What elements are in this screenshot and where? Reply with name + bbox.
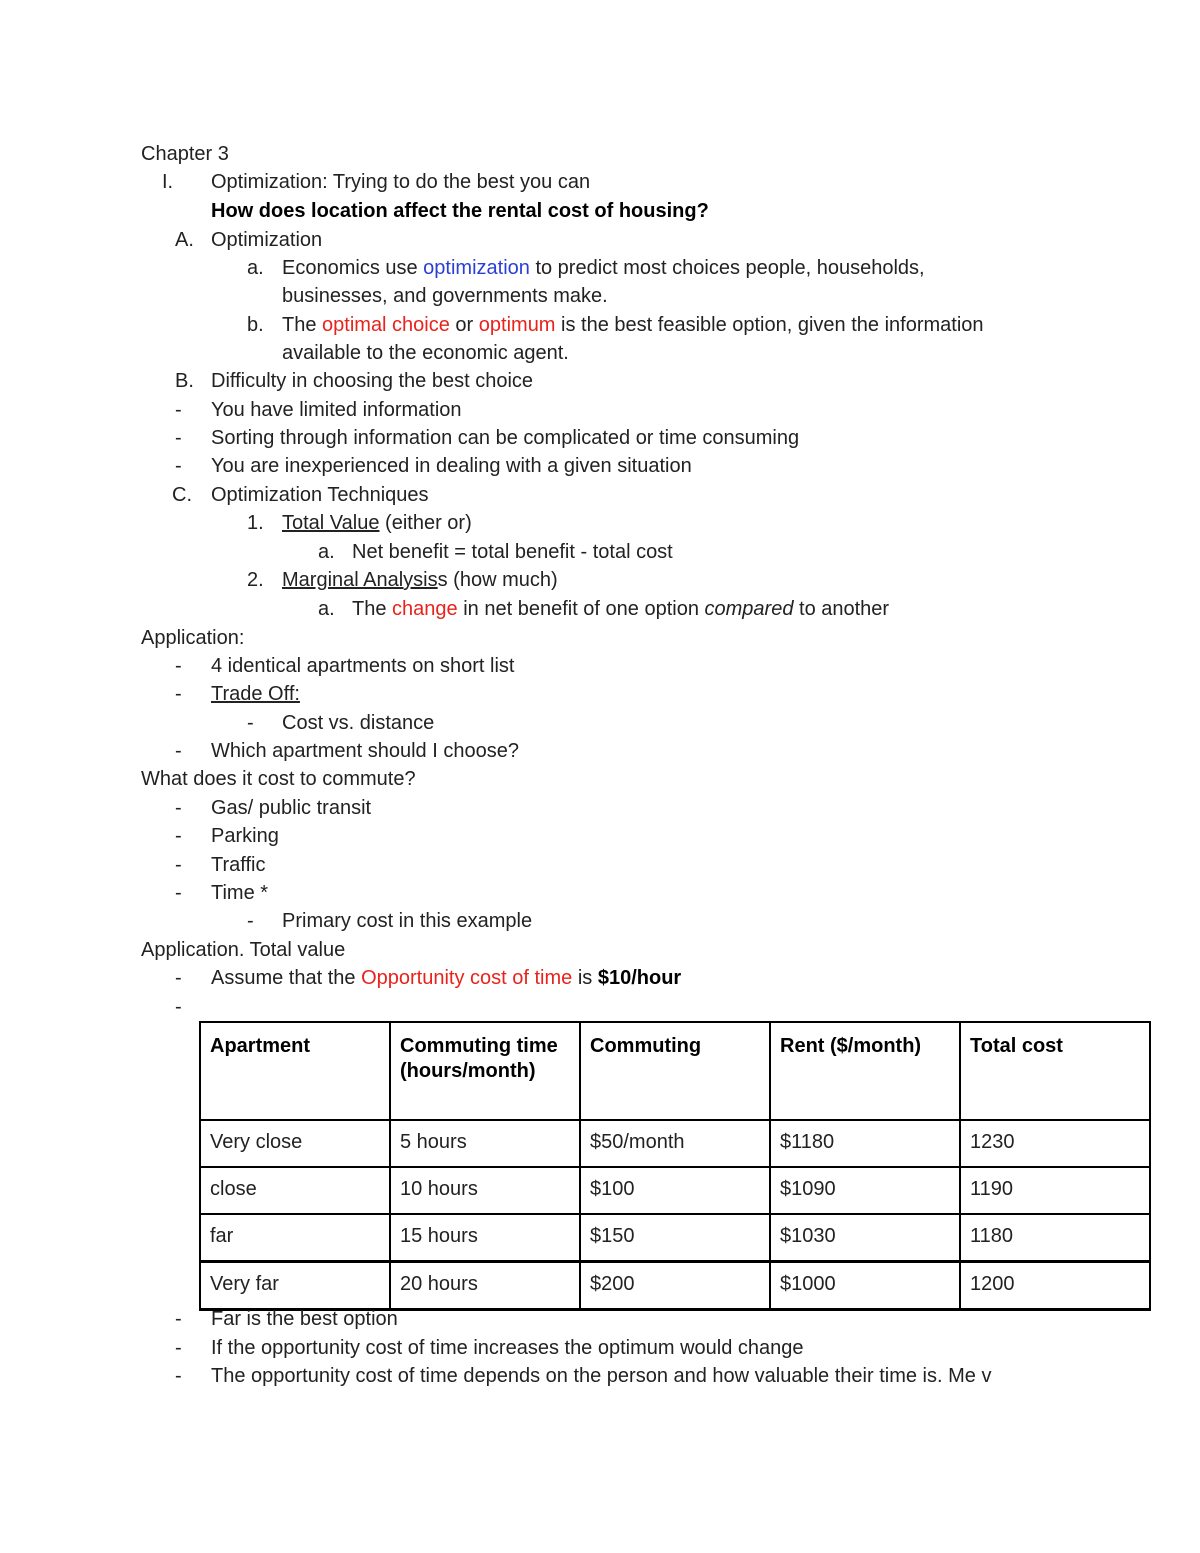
item-b-text2: or: [449, 314, 479, 336]
table-row: [200, 1214, 1150, 1262]
commute-sub: Primary cost in this example: [282, 910, 533, 932]
item-b-marker: b.: [247, 314, 264, 336]
marginal-analysis-term: Marginal Analysis: [282, 569, 438, 591]
assume-text1: Assume that the: [211, 967, 362, 989]
bullet-dash: -: [175, 1308, 182, 1330]
bullet-dash: -: [175, 1337, 182, 1359]
technique-1-marker: 1.: [247, 512, 264, 534]
table-header-cell: Commuting time (hours/month): [390, 1022, 580, 1120]
section-c-marker: C.: [172, 484, 192, 506]
item-a-line: [282, 256, 925, 280]
section-a-title: Optimization: [211, 229, 323, 251]
item-b-continuation: available to the economic agent.: [282, 342, 569, 364]
table-cell: $50/month: [580, 1120, 770, 1167]
difficulty-bullet-1: You have limited information: [211, 399, 462, 421]
conclusion-2: If the opportunity cost of time increases the optimum would change: [211, 1337, 804, 1359]
table-cell: 1230: [960, 1120, 1150, 1167]
table-cell: 15 hours: [390, 1214, 580, 1262]
table-cell: 20 hours: [390, 1262, 580, 1310]
bullet-dash: -: [175, 740, 182, 762]
trade-off-label: Trade Off:: [211, 683, 300, 705]
table-cell: 1200: [960, 1262, 1150, 1310]
marginal-text1: The: [352, 598, 393, 620]
application-bullet-3: Which apartment should I choose?: [211, 740, 519, 762]
item-a-text1: Economics use: [282, 257, 424, 279]
technique-1-rest: (either or): [379, 512, 472, 534]
table-cell: 1190: [960, 1167, 1150, 1214]
bullet-dash: -: [247, 712, 254, 734]
application-heading: Application:: [141, 627, 245, 649]
bullet-dash: -: [175, 427, 182, 449]
table-cell: $150: [580, 1214, 770, 1262]
table-cell: $1000: [770, 1262, 960, 1310]
total-value-term: Total Value: [282, 512, 380, 534]
optimization-term: optimization: [423, 257, 530, 279]
technique-2-marker: 2.: [247, 569, 264, 591]
table-cell: $200: [580, 1262, 770, 1310]
assume-text2: is: [572, 967, 598, 989]
commute-bullet-3: Traffic: [211, 854, 266, 876]
table-header-cell: Commuting: [580, 1022, 770, 1120]
bullet-dash: -: [175, 683, 182, 705]
table-row: [200, 1262, 1150, 1310]
assumption-line: [211, 966, 681, 990]
marginal-change-line: [352, 597, 889, 621]
section-i-question: How does location affect the rental cost of housing?: [211, 200, 709, 222]
item-b-text1: The: [282, 314, 323, 336]
section-a-marker: A.: [175, 229, 194, 251]
section-c-title: Optimization Techniques: [211, 484, 429, 506]
difficulty-bullet-3: You are inexperienced in dealing with a given situation: [211, 455, 692, 477]
table-cell: $100: [580, 1167, 770, 1214]
bullet-dash: -: [175, 399, 182, 421]
marginal-text2: in net benefit of one option: [457, 598, 705, 620]
table-cell: Very far: [200, 1262, 390, 1310]
commute-heading: What does it cost to commute?: [141, 768, 416, 790]
technique-2-sub-marker: a.: [318, 598, 335, 620]
table-cell: far: [200, 1214, 390, 1262]
optimum-term: optimum: [478, 314, 556, 336]
bullet-dash: -: [175, 797, 182, 819]
bullet-dash: -: [175, 825, 182, 847]
section-i-title: Optimization: Trying to do the best you can: [211, 171, 591, 193]
table-cell: $1030: [770, 1214, 960, 1262]
conclusion-3: The opportunity cost of time depends on the person and how valuable their time is. Me v: [211, 1365, 992, 1387]
item-a-continuation: businesses, and governments make.: [282, 285, 608, 307]
bullet-dash: -: [175, 967, 182, 989]
item-b-line: [282, 313, 984, 337]
table-row: [200, 1120, 1150, 1167]
table-header-cell: Apartment: [200, 1022, 390, 1120]
table-cell: Very close: [200, 1120, 390, 1167]
section-b-marker: B.: [175, 370, 194, 392]
item-a-text2: to predict most choices people, households,: [529, 257, 925, 279]
bullet-dash: -: [175, 854, 182, 876]
bullet-dash: -: [247, 910, 254, 932]
difficulty-bullet-2: Sorting through information can be complicated or time consuming: [211, 427, 800, 449]
bullet-dash: -: [175, 655, 182, 677]
bullet-dash: -: [175, 1365, 182, 1387]
trade-off-sub: Cost vs. distance: [282, 712, 435, 734]
section-i-marker: I.: [162, 171, 174, 193]
table-cell: 1180: [960, 1214, 1150, 1262]
technique-1-sub-marker: a.: [318, 541, 335, 563]
technique-2-rest: s (how much): [437, 569, 558, 591]
technique-1: [282, 511, 472, 535]
conclusion-1: Far is the best option: [211, 1308, 398, 1330]
chapter-title: Chapter 3: [141, 143, 229, 165]
change-term: change: [392, 598, 458, 620]
technique-2: [282, 568, 558, 592]
table-cell: close: [200, 1167, 390, 1214]
bullet-dash: -: [175, 882, 182, 904]
table-cell: 5 hours: [390, 1120, 580, 1167]
table-header-cell: Total cost: [960, 1022, 1150, 1120]
section-b-title: Difficulty in choosing the best choice: [211, 370, 534, 392]
table-header-row: [200, 1022, 1150, 1120]
net-benefit-formula: Net benefit = total benefit - total cost: [352, 541, 673, 563]
compared-term: compared: [704, 598, 794, 620]
bullet-dash: -: [175, 455, 182, 477]
item-b-text3: is the best feasible option, given the information: [555, 314, 984, 336]
table-cell: $1090: [770, 1167, 960, 1214]
bullet-dash: -: [175, 996, 182, 1018]
commute-bullet-4: Time *: [211, 882, 269, 904]
optimal-choice-term: optimal choice: [322, 314, 450, 336]
application-bullet-1: 4 identical apartments on short list: [211, 655, 515, 677]
total-value-heading: Application. Total value: [141, 939, 346, 961]
apartment-cost-table: [199, 1021, 1151, 1311]
table-row: [200, 1167, 1150, 1214]
rate-value: $10/hour: [597, 967, 682, 989]
commute-bullet-1: Gas/ public transit: [211, 797, 372, 819]
opportunity-cost-term: Opportunity cost of time: [361, 967, 573, 989]
table-cell: $1180: [770, 1120, 960, 1167]
item-a-marker: a.: [247, 257, 264, 279]
table-cell: 10 hours: [390, 1167, 580, 1214]
marginal-text3: to another: [793, 598, 890, 620]
commute-bullet-2: Parking: [211, 825, 279, 847]
table-header-cell: Rent ($/month): [770, 1022, 960, 1120]
